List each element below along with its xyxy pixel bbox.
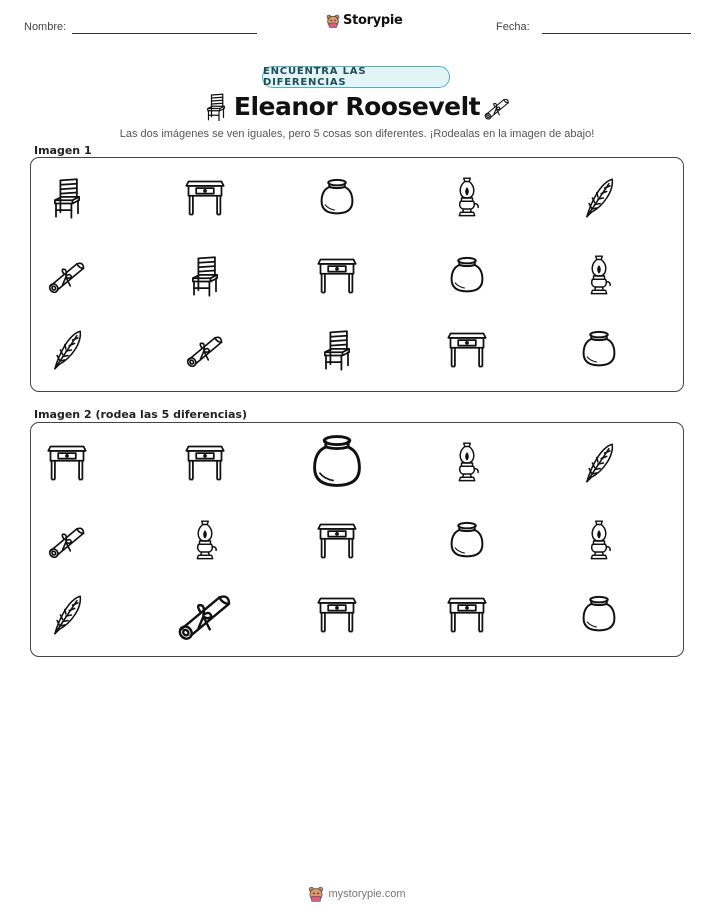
chair-icon — [201, 92, 231, 122]
bear-logo-icon — [326, 14, 340, 28]
image2-label: Imagen 2 (rodea las 5 diferencias) — [34, 408, 248, 421]
chair-icon — [45, 176, 89, 220]
date-field-line[interactable] — [542, 33, 691, 34]
lamp-icon[interactable] — [445, 441, 489, 485]
desk-icon[interactable] — [183, 441, 227, 485]
bear-logo-icon — [308, 886, 324, 902]
scroll-icon[interactable] — [173, 583, 237, 647]
desk-icon — [183, 176, 227, 220]
name-field-line[interactable] — [72, 33, 257, 34]
page-title: Eleanor Roosevelt — [233, 92, 481, 121]
scroll-icon — [482, 93, 512, 123]
activity-badge: ENCUENTRA LAS DIFERENCIAS — [262, 66, 450, 88]
inkpot-icon — [315, 176, 359, 220]
inkpot-icon — [577, 328, 621, 372]
inkpot-icon — [445, 254, 489, 298]
lamp-icon[interactable] — [577, 519, 621, 563]
inkpot-icon[interactable] — [445, 519, 489, 563]
image1-panel — [30, 157, 684, 392]
desk-icon[interactable] — [315, 519, 359, 563]
brand-name: Storypie — [343, 13, 403, 28]
inkpot-icon[interactable] — [577, 593, 621, 637]
title-row — [0, 90, 714, 126]
desk-icon — [445, 328, 489, 372]
desk-icon[interactable] — [45, 441, 89, 485]
lamp-icon — [577, 254, 621, 298]
name-label: Nombre: — [24, 21, 67, 33]
lamp-icon — [445, 176, 489, 220]
date-label: Fecha: — [496, 21, 530, 33]
chair-icon — [315, 328, 359, 372]
image1-label: Imagen 1 — [34, 144, 92, 157]
lamp-icon[interactable] — [183, 519, 227, 563]
footer — [0, 886, 714, 902]
scroll-icon — [45, 254, 89, 298]
quill-icon[interactable] — [577, 441, 621, 485]
brand — [326, 13, 403, 28]
desk-icon[interactable] — [315, 593, 359, 637]
quill-icon — [45, 328, 89, 372]
desk-icon — [315, 254, 359, 298]
inkpot-icon[interactable] — [305, 431, 369, 495]
instructions: Las dos imágenes se ven iguales, pero 5 cosas son diferentes. ¡Rodealas en la imagen de abajo! — [119, 128, 595, 140]
desk-icon[interactable] — [445, 593, 489, 637]
worksheet-header — [0, 0, 714, 50]
scroll-icon[interactable] — [45, 519, 89, 563]
scroll-icon — [183, 328, 227, 372]
quill-icon — [577, 176, 621, 220]
image2-panel[interactable] — [30, 422, 684, 657]
chair-icon — [183, 254, 227, 298]
footer-site: mystorypie.com — [328, 888, 406, 900]
quill-icon[interactable] — [45, 593, 89, 637]
